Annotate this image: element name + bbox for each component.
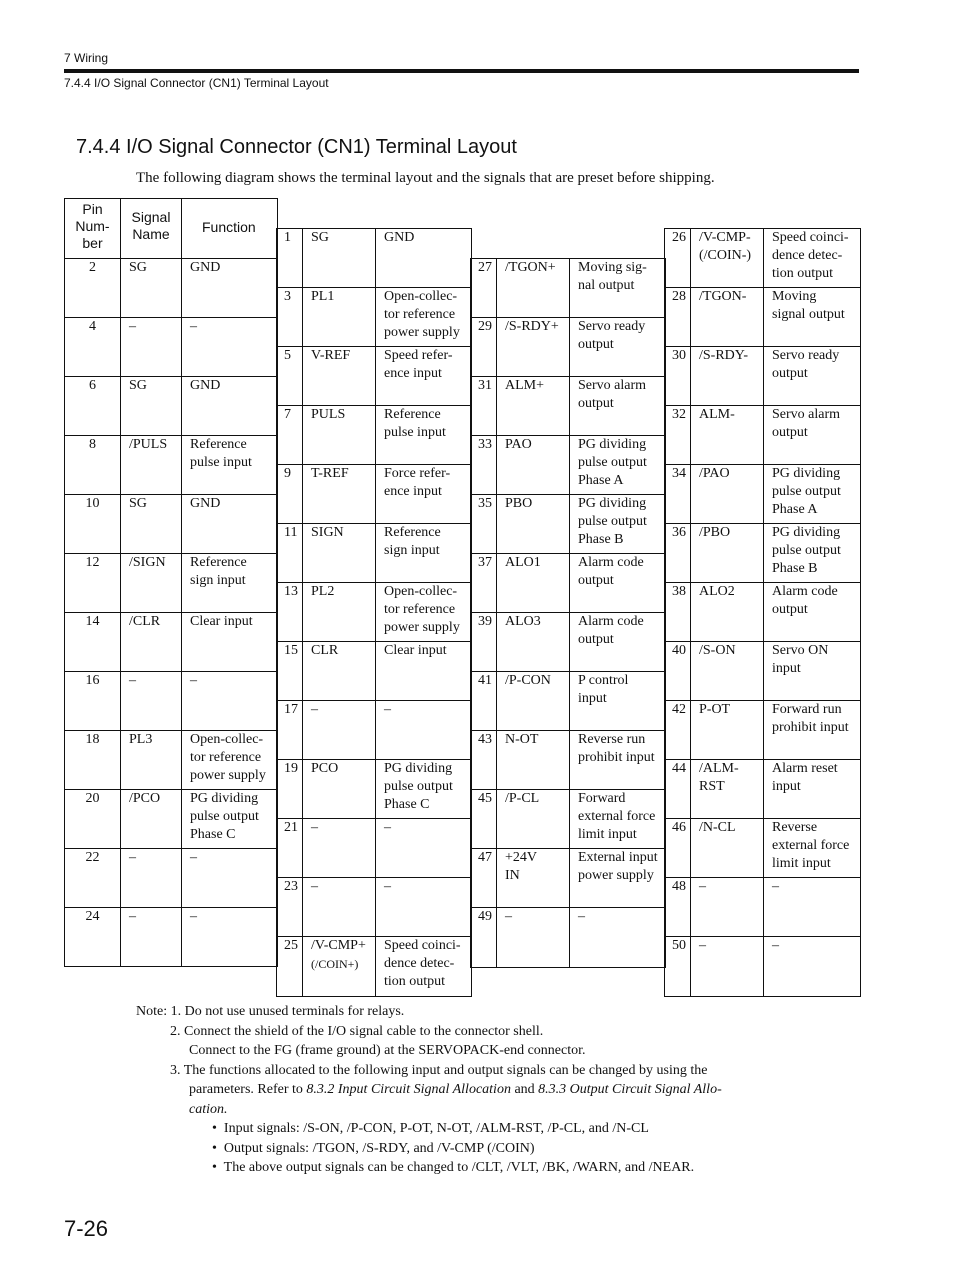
note-label: Note: 1. [136, 1004, 182, 1019]
function: Reverse run prohibit input [578, 732, 655, 765]
table-row [471, 495, 665, 554]
table-row [665, 760, 860, 819]
signal-name: +24V IN [497, 849, 570, 907]
function: – [190, 673, 197, 688]
function: Clear input [190, 614, 253, 629]
table-row [665, 288, 860, 347]
signal-name: – [121, 849, 182, 907]
pin-number: 4 [65, 318, 121, 376]
signal-name: – [121, 672, 182, 730]
table-row [65, 731, 277, 790]
table-row [665, 465, 860, 524]
pin-number: 48 [665, 878, 691, 936]
signal-name: SIGN [303, 524, 376, 582]
pin-number: 24 [65, 908, 121, 966]
table-row [277, 288, 471, 347]
table-row [65, 318, 277, 377]
function: P control input [578, 673, 629, 706]
signal-name: – [691, 937, 764, 996]
signal-name: /N-CL [691, 819, 764, 877]
function: Alarm reset input [772, 761, 838, 794]
pin-number: 13 [277, 583, 303, 641]
bullet-item: • Input signals: /S-ON, /P-CON, P-OT, N-OT, /ALM-RST, /P-CL, and /N-CL [212, 1121, 649, 1136]
signal-name: CLR [303, 642, 376, 700]
function: Reference sign input [384, 525, 441, 558]
function: Open-collec- tor reference power supply [384, 289, 460, 340]
table-row [665, 878, 860, 937]
terminal-table-col4 [664, 228, 861, 997]
function: Reference pulse input [384, 407, 446, 440]
function: GND [190, 260, 221, 275]
signal-name: ALO2 [691, 583, 764, 641]
signal-name: /S-RDY- [691, 347, 764, 405]
pin-number: 49 [471, 908, 497, 967]
function: Speed coinci- dence detec- tion output [384, 938, 461, 989]
signal-name: /PBO [691, 524, 764, 582]
signal-name: – [303, 819, 376, 877]
function: Clear input [384, 643, 447, 658]
note-3-cont [136, 1080, 722, 1100]
function: – [190, 319, 197, 334]
function: PG dividing pulse output Phase C [384, 761, 453, 812]
table-row [65, 495, 277, 554]
pin-number: 45 [471, 790, 497, 848]
pin-number: 5 [277, 347, 303, 405]
cross-reference: 8.3.3 Output Circuit Signal Allo- [538, 1082, 722, 1097]
function: Forward run prohibit input [772, 702, 849, 735]
cross-reference: cation. [189, 1101, 228, 1117]
table-row [65, 554, 277, 613]
pin-number: 30 [665, 347, 691, 405]
pin-number: 38 [665, 583, 691, 641]
table-row [665, 701, 860, 760]
note-3-cont2 [136, 1100, 722, 1120]
note-text: parameters. Refer to [189, 1082, 307, 1097]
pin-number: 31 [471, 377, 497, 435]
table-row [277, 347, 471, 406]
pin-number: 21 [277, 819, 303, 877]
table-row [277, 819, 471, 878]
function: Servo ready output [772, 348, 840, 381]
signal-name: /TGON+ [497, 259, 570, 317]
pin-number: 44 [665, 760, 691, 818]
function: Servo alarm output [578, 378, 647, 411]
table-row [277, 642, 471, 701]
function: – [578, 909, 585, 924]
function: GND [190, 378, 221, 393]
note-number: 3. [170, 1062, 181, 1078]
table-row [471, 908, 665, 968]
pin-number: 3 [277, 288, 303, 346]
function: Moving sig- nal output [578, 260, 647, 293]
signal-name: – [497, 908, 570, 967]
pin-number: 29 [471, 318, 497, 376]
pin-number: 34 [665, 465, 691, 523]
function: Servo alarm output [772, 407, 841, 440]
signal-name: /PAO [691, 465, 764, 523]
pin-number: 39 [471, 613, 497, 671]
signal-name: – [121, 908, 182, 966]
table-row [277, 878, 471, 937]
table-row [65, 849, 277, 908]
pin-number: 33 [471, 436, 497, 494]
table-row [665, 229, 860, 288]
pin-number: 36 [665, 524, 691, 582]
function: Speed coinci- dence detec- tion output [772, 230, 849, 281]
pin-number: 7 [277, 406, 303, 464]
note-text: and [510, 1082, 539, 1097]
function: PG dividing pulse output Phase A [772, 466, 841, 517]
table-row [277, 406, 471, 465]
note-2 [136, 1022, 722, 1042]
pin-number: 23 [277, 878, 303, 936]
pin-number: 17 [277, 701, 303, 759]
table-row [277, 583, 471, 642]
note-2-cont: Connect to the FG (frame ground) at the SERVOPACK-end connector. [189, 1043, 586, 1058]
signal-name: PL2 [303, 583, 376, 641]
table-row [665, 347, 860, 406]
function: GND [384, 230, 415, 245]
function: – [190, 850, 197, 865]
signal-name: T-REF [303, 465, 376, 523]
table-row [471, 613, 665, 672]
pin-number: 32 [665, 406, 691, 464]
signal-name: ALM+ [497, 377, 570, 435]
signal-name: PAO [497, 436, 570, 494]
table-row [471, 849, 665, 908]
header-pin: Pin Num- ber [65, 199, 121, 258]
signal-name: /P-CL [497, 790, 570, 848]
signal-name: /S-ON [691, 642, 764, 700]
table-row [471, 377, 665, 436]
pin-number: 43 [471, 731, 497, 789]
pin-number: 27 [471, 259, 497, 317]
table-row [65, 908, 277, 967]
table-row [65, 436, 277, 495]
pin-number: 19 [277, 760, 303, 818]
function: Force refer- ence input [384, 466, 451, 499]
function: Open-collec- tor reference power supply [190, 732, 266, 783]
note-text: The functions allocated to the following input and output signals can be changed by using the [183, 1062, 708, 1078]
signal-name: PCO [303, 760, 376, 818]
table-row [471, 436, 665, 495]
function: Reference sign input [190, 555, 247, 588]
function: – [190, 909, 197, 924]
running-header-section: 7.4.4 I/O Signal Connector (CN1) Terminal Layout [64, 76, 329, 90]
notes [136, 1002, 722, 1178]
pin-number: 47 [471, 849, 497, 907]
signal-name: /CLR [121, 613, 182, 671]
table-row [277, 760, 471, 819]
function: Reference pulse input [190, 437, 252, 470]
signal-name: ALO1 [497, 554, 570, 612]
table-row [665, 524, 860, 583]
signal-name: SG [303, 229, 376, 287]
signal-name: N-OT [497, 731, 570, 789]
table-row [471, 259, 665, 318]
signal-name: /ALM- RST [691, 760, 764, 818]
pin-number: 9 [277, 465, 303, 523]
signal-name: SG [121, 259, 182, 317]
pin-number: 37 [471, 554, 497, 612]
function: Moving signal output [772, 289, 845, 322]
function: Open-collec- tor reference power supply [384, 584, 460, 635]
terminal-table-col1 [64, 198, 278, 967]
function: – [384, 879, 391, 894]
function: Alarm code output [578, 555, 644, 588]
pin-number: 15 [277, 642, 303, 700]
pin-number: 6 [65, 377, 121, 435]
signal-name: /V-CMP- (/COIN-) [691, 229, 764, 287]
function: Alarm code output [578, 614, 644, 647]
header-signal: Signal Name [121, 199, 182, 258]
table-header-row [65, 199, 277, 259]
pin-number: 41 [471, 672, 497, 730]
pin-number: 16 [65, 672, 121, 730]
bullet-text: Input signals: /S-ON, /P-CON, P-OT, N-OT, /ALM-RST, /P-CL, and /N-CL [223, 1121, 649, 1136]
cross-reference: 8.3.2 Input Circuit Signal Allocation [306, 1082, 511, 1097]
pin-number: 11 [277, 524, 303, 582]
pin-number: 14 [65, 613, 121, 671]
bullet-text: Output signals: /TGON, /S-RDY, and /V-CMP (/COIN) [223, 1140, 535, 1156]
note-number: 2. [170, 1023, 181, 1039]
signal-name: /SIGN [121, 554, 182, 612]
function: GND [190, 496, 221, 511]
note-3 [136, 1061, 722, 1081]
pin-number: 25 [277, 937, 303, 996]
note-text: Connect the shield of the I/O signal cable to the connector shell. [184, 1023, 544, 1039]
bullet-item: • Output signals: /TGON, /S-RDY, and /V-CMP (/COIN) [212, 1140, 535, 1156]
table-row [471, 318, 665, 377]
function: Speed refer- ence input [384, 348, 453, 381]
intro-paragraph: The following diagram shows the terminal layout and the signals that are preset before shipping. [136, 170, 715, 186]
signal-name: – [303, 878, 376, 936]
table-row [471, 672, 665, 731]
pin-number: 1 [277, 229, 303, 287]
function: PG dividing pulse output Phase A [578, 437, 647, 488]
pin-number: 26 [665, 229, 691, 287]
table-row [471, 731, 665, 790]
signal-name: /PCO [121, 790, 182, 848]
table-row [471, 554, 665, 613]
table-row [665, 642, 860, 701]
table-row [65, 613, 277, 672]
function: – [772, 879, 779, 894]
table-row [665, 937, 860, 997]
signal-name-primary: /V-CMP+ [311, 938, 366, 953]
pin-number: 20 [65, 790, 121, 848]
function: PG dividing pulse output Phase B [578, 496, 647, 547]
pin-number: 8 [65, 436, 121, 494]
table-row [277, 229, 471, 288]
table-row [665, 583, 860, 642]
pin-number: 10 [65, 495, 121, 553]
table-row [65, 377, 277, 436]
function: PG dividing pulse output Phase C [190, 791, 259, 842]
table-row [277, 937, 471, 997]
signal-name: /P-CON [497, 672, 570, 730]
signal-name: PULS [303, 406, 376, 464]
bullet-text: The above output signals can be changed to /CLT, /VLT, /BK, /WARN, and /NEAR. [223, 1160, 695, 1175]
signal-name: /TGON- [691, 288, 764, 346]
table-row [65, 790, 277, 849]
pin-number: 40 [665, 642, 691, 700]
signal-name: ALM- [691, 406, 764, 464]
bullet-item: • The above output signals can be changed to /CLT, /VLT, /BK, /WARN, and /NEAR. [212, 1160, 695, 1175]
terminal-table-col3 [470, 258, 666, 968]
function: Reverse external force limit input [772, 820, 850, 871]
function: Alarm code output [772, 584, 838, 617]
function: – [772, 938, 779, 953]
table-row [65, 259, 277, 318]
note-1 [136, 1002, 722, 1022]
note-text: Do not use unused terminals for relays. [184, 1004, 405, 1019]
signal-name: – [691, 878, 764, 936]
function: Forward external force limit input [578, 791, 656, 842]
signal-name: ALO3 [497, 613, 570, 671]
signal-name: /PULS [121, 436, 182, 494]
signal-name: PL1 [303, 288, 376, 346]
table-row [665, 406, 860, 465]
header-rule [64, 69, 859, 73]
signal-name [303, 937, 376, 996]
header-function: Function [202, 219, 256, 235]
signal-name: – [303, 701, 376, 759]
page-number: 7-26 [64, 1216, 109, 1241]
table-row [277, 701, 471, 760]
pin-number: 50 [665, 937, 691, 996]
function: – [384, 820, 391, 835]
pin-number: 18 [65, 731, 121, 789]
section-title: 7.4.4 I/O Signal Connector (CN1) Terminal Layout [76, 136, 517, 158]
function: – [384, 702, 391, 717]
pin-number: 46 [665, 819, 691, 877]
terminal-table-col2 [276, 228, 472, 997]
signal-name: – [121, 318, 182, 376]
signal-name: SG [121, 377, 182, 435]
signal-name: PBO [497, 495, 570, 553]
table-row [471, 790, 665, 849]
pin-number: 28 [665, 288, 691, 346]
pin-number: 35 [471, 495, 497, 553]
table-row [277, 465, 471, 524]
function: Servo ON input [772, 643, 829, 676]
table-row [665, 819, 860, 878]
signal-name: V-REF [303, 347, 376, 405]
pin-number: 42 [665, 701, 691, 759]
signal-name: /S-RDY+ [497, 318, 570, 376]
signal-name: P-OT [691, 701, 764, 759]
function: PG dividing pulse output Phase B [772, 525, 841, 576]
function: Servo ready output [578, 319, 646, 352]
pin-number: 22 [65, 849, 121, 907]
function: External input power supply [578, 850, 658, 883]
signal-name: SG [121, 495, 182, 553]
pin-number: 2 [65, 259, 121, 317]
table-row [277, 524, 471, 583]
pin-number: 12 [65, 554, 121, 612]
running-header-chapter: 7 Wiring [64, 51, 109, 65]
table-row [65, 672, 277, 731]
signal-name: PL3 [121, 731, 182, 789]
signal-name-alt: (/COIN+) [311, 957, 359, 971]
